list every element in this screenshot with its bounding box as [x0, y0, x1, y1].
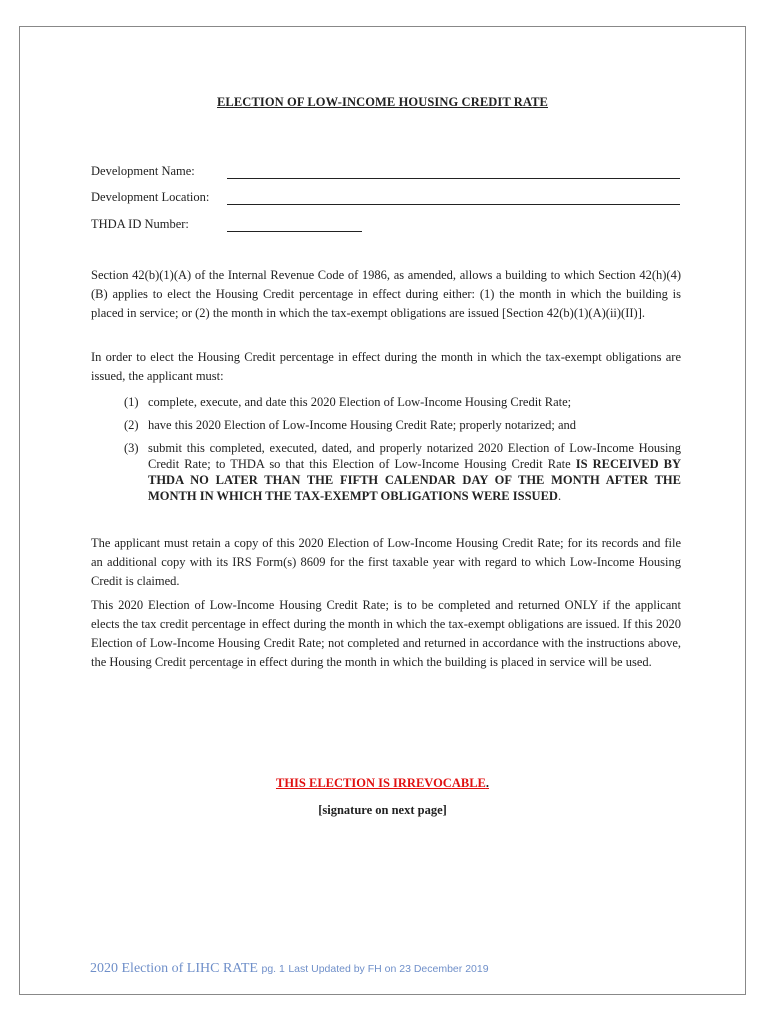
paragraph-election-intro: In order to elect the Housing Credit percentage in effect during the month in which the tax-exempt obligations are issued, the applicant must: — [91, 350, 681, 383]
signature-note: [signature on next page] — [318, 803, 447, 817]
list-item: (3) submit this completed, executed, dated, and properly notarized 2020 Election of Low-Income Housing Credit Rate; to THDA so that this Election of Low-Income Housing Credit Rate IS RECEIVED BY THDA NO LATER THAN THE FIFTH CALENDAR DAY OF THE MONTH AFTER THE MONTH IN WHICH THE TAX-EXEMPT OBLIGATIONS WERE ISSUED. — [124, 441, 681, 503]
development-name-input-line[interactable] — [227, 178, 680, 179]
development-name-label: Development Name: — [91, 164, 195, 178]
document-page — [19, 26, 746, 995]
deadline-emphasis: IS RECEIVED BY THDA NO LATER THAN THE FIFTH CALENDAR DAY OF THE MONTH AFTER THE MONTH IN WHICH THE TAX-EXEMPT OBLIGATIONS WERE ISSUED — [148, 457, 681, 503]
irrevocable-notice: THIS ELECTION IS IRREVOCABLE. — [275, 776, 489, 790]
list-item: (2) have this 2020 Election of Low-Income Housing Credit Rate; properly notarized; and — [124, 418, 577, 432]
page-footer — [90, 961, 489, 977]
development-location-label: Development Location: — [91, 190, 210, 204]
thda-id-label: THDA ID Number: — [91, 217, 189, 231]
footer-title: 2020 Election of LIHC RATE — [90, 961, 258, 976]
development-location-input-line[interactable] — [227, 204, 680, 205]
paragraph-retain-copy: The applicant must retain a copy of this 2020 Election of Low-Income Housing Credit Rate; for its records and file an additional copy with its IRS Form(s) 8609 for the first taxable year with regard to which Low-Income Housing Credit is claimed. — [91, 536, 681, 588]
paragraph-return-only: This 2020 Election of Low-Income Housing Credit Rate; is to be completed and returned ONLY if the applicant elects the tax credit percentage in effect during the month in which the tax-exempt obligations are issued. If this 2020 Election of Low-Income Housing Credit Rate; not completed and returned in accordance with the instructions above, the Housing Credit percentage in effect during the month in which the building is placed in service will be used. — [91, 598, 681, 669]
footer-page-number: pg. 1 — [261, 963, 285, 975]
footer-updated: Last Updated by FH on 23 December 2019 — [288, 963, 489, 975]
thda-id-input-line[interactable] — [227, 231, 362, 232]
list-item: (1) complete, execute, and date this 2020 Election of Low-Income Housing Credit Rate; — [124, 395, 572, 409]
paragraph-section-42: Section 42(b)(1)(A) of the Internal Revenue Code of 1986, as amended, allows a building to which Section 42(h)(4)(B) applies to elect the Housing Credit percentage in effect during either: (1) the month in which the building is placed in service; or (2) the month in which the tax-exempt obligations are issued [Section 42(b)(1)(A)(ii)(II)]. — [91, 268, 681, 320]
steps-list — [124, 394, 681, 511]
document-title: ELECTION OF LOW-INCOME HOUSING CREDIT RATE — [217, 95, 548, 109]
